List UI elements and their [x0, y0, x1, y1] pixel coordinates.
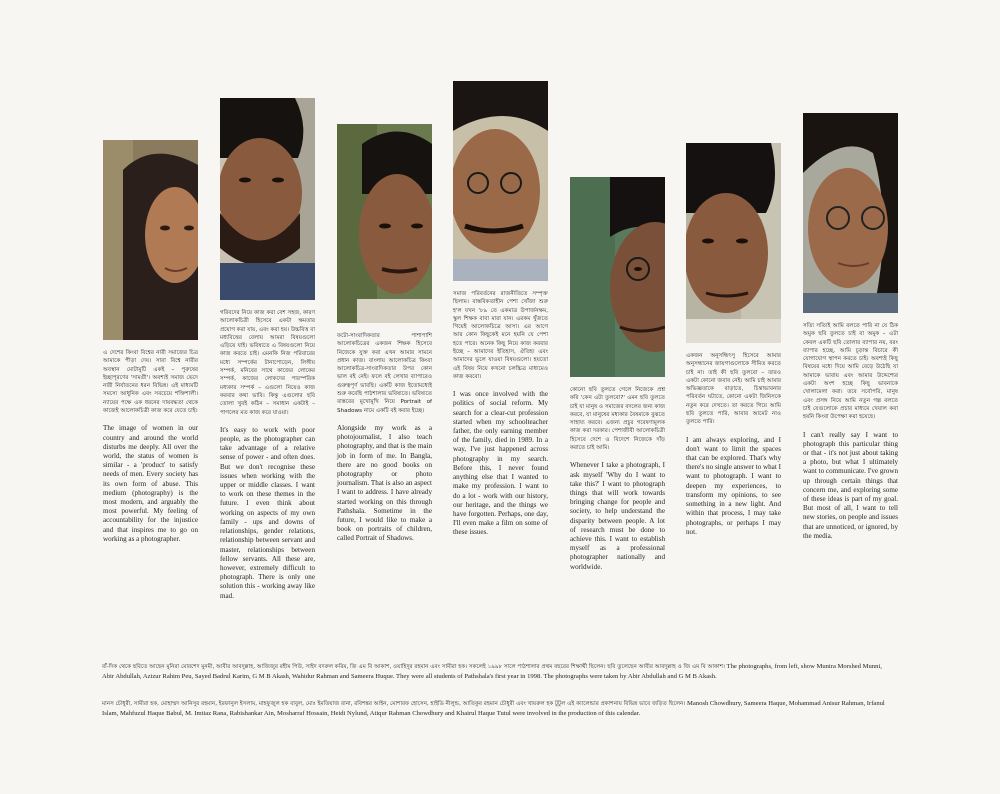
- bengali-text: গরিবদের নিয়ে কাজ করা বেশ সহজ, কারণ আলোকচিত্রী হিসেবে একটা ক্ষমতার প্রয়োগ করা যায়, এবং করা হয়। উচ্চবিত্ত বা মধ্যবিত্তের বেলায় আমরা বিষয়গুলো এড়িয়ে যাই। ভবিষ্যতে এ বিষয়গুলো নিয়ে কাজ করতে চাই। এমনকি নিজ পরিবারের মধ্যে সম্পর্কের টানাপোড়েন, লিঙ্গীয় সম্পর্ক, মনিবের সাথে কাজের লোকের সম্পর্ক, কাজের লোকদের পারস্পরিক মধ্যকার সম্পর্ক – এগুলো নিয়েও কাজ করবার কথা ভাবি। কিন্তু এগুলোর ছবি তোলা খুবই কঠিন – সমাধান একটাই – পাগলের মত কাজ করে যাওয়া।: [220, 310, 315, 416]
- bengali-text: এ দেশের কিংবা বিশ্বের নারী সমাজের চিত্র আমাকে পীড়া দেয়। সারা বিশ্বে নারীর অবস্থান মোটামুটি একই – পুরুষের ইচ্ছাপূরণের 'সামগ্রী'। অবশ্যই সমাজ ভেদে নারী নির্যাতনের ধরন বিভিন্ন। এই মাধ্যমটি সমস্যে আধুনিক এবং সবচেয়ে শক্তিশালী। ন্যায়ের পক্ষে এক ধরনের দায়বদ্ধতা থেকে কাজেই আলোকচিত্রী কাজ করে যেতে চাই।: [103, 350, 198, 415]
- bengali-text: সমাজ পরিবর্তনের রাজনীতিতে সম্পৃক্ত ছিলাম। বাস্তবিকতাহীন পেশা খোঁজা শুরু হ'ল যখন '৮৯ তে একমাত্র উপার্জনক্ষম, স্কুল শিক্ষক বাবা মারা যান। এরকম খুঁজতে গিয়েই আলোকচিত্রে আসা। এর আগে আর কোন কিছুকেই মনে হয়নি যে পেশা হতে পারে। অনেক কিছু নিয়ে কাজ করবার ইচ্ছে – আমাদের ইতিহাস, ঐতিহ্য এবং আমাদের ভুলে যাওয়া বিষয়গুলো। হয়তো এই বিষয় নিয়ে কখনো চলচ্চিত্র মাধ্যমেও কাজ করবো।: [453, 291, 548, 380]
- credits-english-rest: Anisur Rahman, Irfanul Islam, Mahfuzul Haque Babul, M. Imtiaz Rana, Rabishankar Ain, Mosharraf Hossain, Heidi Nylund, Atiqur Rahman Chowdhury and Khairul Haque Tutul were involved in the production of this calendar.: [102, 700, 885, 717]
- photo-caption: [102, 662, 892, 682]
- portrait-column-5: [570, 177, 665, 572]
- portrait-half-face-glasses-icon: [570, 177, 665, 377]
- portrait-bearded-man-icon: [220, 98, 315, 300]
- english-text: I was once involved with the politics of social reform. My search for a clear-cut profession started when my schoolteacher father, the only earning member of the family, died in 1989. In a way, I've just happened across photography in my search. Before this, I never found anything else that I wanted to make my profession. I want to do a lot - work with our history, our heritage, and the things we have forgotten. Perhaps, one day, I'll even make a film on some of these issues.: [453, 390, 548, 537]
- bengali-text: একজন অনুসন্ধিৎসু হিসেবে আমার অনুসন্ধানের জায়গাগুলোকে সীমিত করতে চাই না। তাই কী ছবি তুলবো – তারও একটা কোনো জবাব নেই। আমি চাই আমার অভিজ্ঞতাকে বাড়াতে, চিন্তাভাবনার পরিবর্তন ঘটাতে, কোনো একটা জিনিসকে নতুন করে দেখতে। তা করতে গিয়ে আমি ছবি তুলতে পারি, আবার আমেট নাও তুলতে পারি।: [686, 353, 782, 426]
- portrait-woman-icon: [103, 140, 198, 340]
- english-text: I am always exploring, and I don't want to limit the spaces that can be explored. That's why there's no single answer to what I want to photograph. I want to deepen my experiences, to transform my opinions, to see something in a new light. And within that process, I may take photographs, or perhaps I may not.: [686, 435, 781, 536]
- portrait-column-4: [453, 81, 548, 538]
- english-text: Alongside my work as a photojournalist, I also teach photography, and that is the main job in form of me. In Bangla, there are no good books on photography or photo journalism. That is also an aspect I want to address. I have already started working on this through Pathshala. Sometime in the future, I would like to make a book on portraits of children, called Portrait of Shadows.: [337, 423, 432, 543]
- portrait-column-7: [803, 113, 898, 541]
- portrait-column-1: [103, 140, 198, 544]
- portrait-column-6: [686, 143, 781, 537]
- credits-english-start: Manosh Chowdhury, Sameera Haque, Mohammad: [687, 700, 821, 707]
- bengali-text: সত্যি সত্যিই আমি বলতে পারি না যে ঠিক অমুক ছবি তুলতে চাই বা অমুক – এটা কেবল একটি ছবি তোলার ব্যাপার নয়, বরং ব্যাপার হচ্ছে, আমি চূড়ান্ত বিচারে কী যোগাযোগ স্থাপন করতে চাই। অবশ্যই কিছু বিষয়ের মধ্যে দিয়ে আমি বেড়ে উঠেছি যা আমাকে ভাবায় এবং আমার উদ্দেশ্যের একটা অংশ হচ্ছে কিছু ভাবনাকে খোলামেলা করা। তবে সর্বোপরি, মানুষ এবং প্রসঙ্গ নিয়ে আমি নতুন গল্প বলতে চাই যেগুলোকে প্রচার মাধ্যমে খেয়াল করা হয়নি কিংবা উপেক্ষা করা হয়েছে।: [803, 323, 898, 421]
- portrait-man-icon: [337, 124, 432, 323]
- caption-bengali: বাঁ-দিক থেকে ছবিতে আছেন মুনিরা মোরশেদ মুনমী, আবীর আবদুল্লাহ, আজিজুর রহীম পিউ, সাইদ বদরুল করিম, জি এম বি আকাশ, ওয়াহিদুর রহমান এবং সামীরা হক। সকলেই ১৯৯৮ সালে পাঠশালার প্রথম বছরের শিক্ষার্থী ছিলেন। ছবি তুলেছেন আবীর আবদুল্লাহ ও জি এম বি আকাশ।: [102, 664, 725, 670]
- portrait-man-glasses-icon: [453, 81, 548, 281]
- caption-english-rest: show Munira Morshed Munni, Abir Abdullah, Azizur Rahim Peu, Sayed Badrul Karim, G M B Akash, Wahidur Rahman and Sameera Huque. They were all students of Pathshala's first year in 1998. The photographs were taken by Abir Abdullah and G M B Akash.: [102, 663, 882, 680]
- english-text: It's easy to work with poor people, as the photographer can take advantage of a relative sense of power - and often does. But we don't recognise these issues when working with the upper or middle classes. I want to work on these themes in the future. I even think about working on aspects of my own family - ups and downs of relationships, gender relations, relationship between servant and master, relationships between fellow servants. All these are, however, extremely difficult to photograph. There is only one solution this - working away like mad.: [220, 425, 315, 600]
- portrait-young-man-icon: [686, 143, 781, 343]
- english-text: The image of women in our country and around the world disturbs me deeply. All over the world, the status of women is similar - a 'product' to satisfy needs of men. Every society has its own form of abuse. This medium (photography) is the most modern, and arguably the most powerful. My feeling of accountability for the injustice and that inspires me to go on working as a photographer.: [103, 424, 198, 543]
- english-text: Whenever I take a photograph, I ask myself 'Why do I want to take this?' I want to photograph things that will work towards bringing change for people and society, to help understand the disparity between people. A lot of research must be done to achieve this. I want to establish myself as a professional photographer nationally and worldwide.: [570, 461, 665, 571]
- portrait-woman-glasses-icon: [803, 113, 898, 313]
- bengali-text: কোনো ছবি তুলতে গেলে নিজেকে প্রশ্ন করি 'কেন এটা তুলবো?' এমন ছবি তুলতে চাই যা মানুষ ও সমাজের বদলের জন্য কাজ করবে, যা মানুষের মধ্যকার বৈষম্যকে বুঝতে সাহায্য করবে। এজন্য প্রচুর গবেষণামূলক কাজ করা দরকার। পেশাজীবী আলোকচিত্রী হিসেবে দেশে ও বিদেশে নিজেকে দাঁড় করাতে চাই আমি।: [570, 387, 665, 452]
- caption-english-start: The photographs, from left,: [726, 663, 800, 670]
- portrait-column-3: [337, 124, 432, 544]
- credits-bengali: মানস চৌধুরী, সামীরা হক, মোহাম্মদ আনিসুর রহমান, ইরফানুল ইসলাম, মাহফুজুল হক বাবুল, মোঃ ইমতিয়াজ রানা, রবিশঙ্কর আইন, মোশারফ হোসেন, হাইডি নীলুন্ড, আতিকুর রহমান চৌধুরী এবং খায়রুল হক টুটুল এই ক্যালেন্ডার প্রকাশনায় বিভিন্ন ভাবে জড়িত ছিলেন।: [102, 701, 686, 707]
- credits-caption: [102, 699, 892, 719]
- english-text: I can't really say I want to photograph this particular thing or that - it's not just about taking a photo, but what I ultimately want to communicate. I've grown up through certain things that concern me, and exploring some of these ideas is part of my goal. But most of all, I want to tell new stories, on people and issues that are unnoticed, or ignored, by the media.: [803, 430, 898, 540]
- portrait-column-2: [220, 98, 315, 601]
- bengali-text: ফটো-সাংবাদিকতার পাশাপাশি আলোকচিত্রের একজন শিক্ষক হিসেবে নিজেকে যুক্ত করা এখন আমার সামনে প্রধান কাজ। বাংলায় আলোকচিত্র কিংবা আলোকচিত্র-সাংবাদিকতার উপর কোন ভাল বই নেই। ফলে বই লেখার ব্যাপারেও গুরুত্বপূর্ণ ভাবছি। একটি কাজ ইতোমধ্যেই শুরু করেছি পাঠশালার ভবিষ্যতে। ভবিষ্যতে বাস্তবের মুখোমুখি নিয়ে Portrait of Shadows নামে একটি বই করার ইচ্ছে।: [337, 333, 432, 414]
